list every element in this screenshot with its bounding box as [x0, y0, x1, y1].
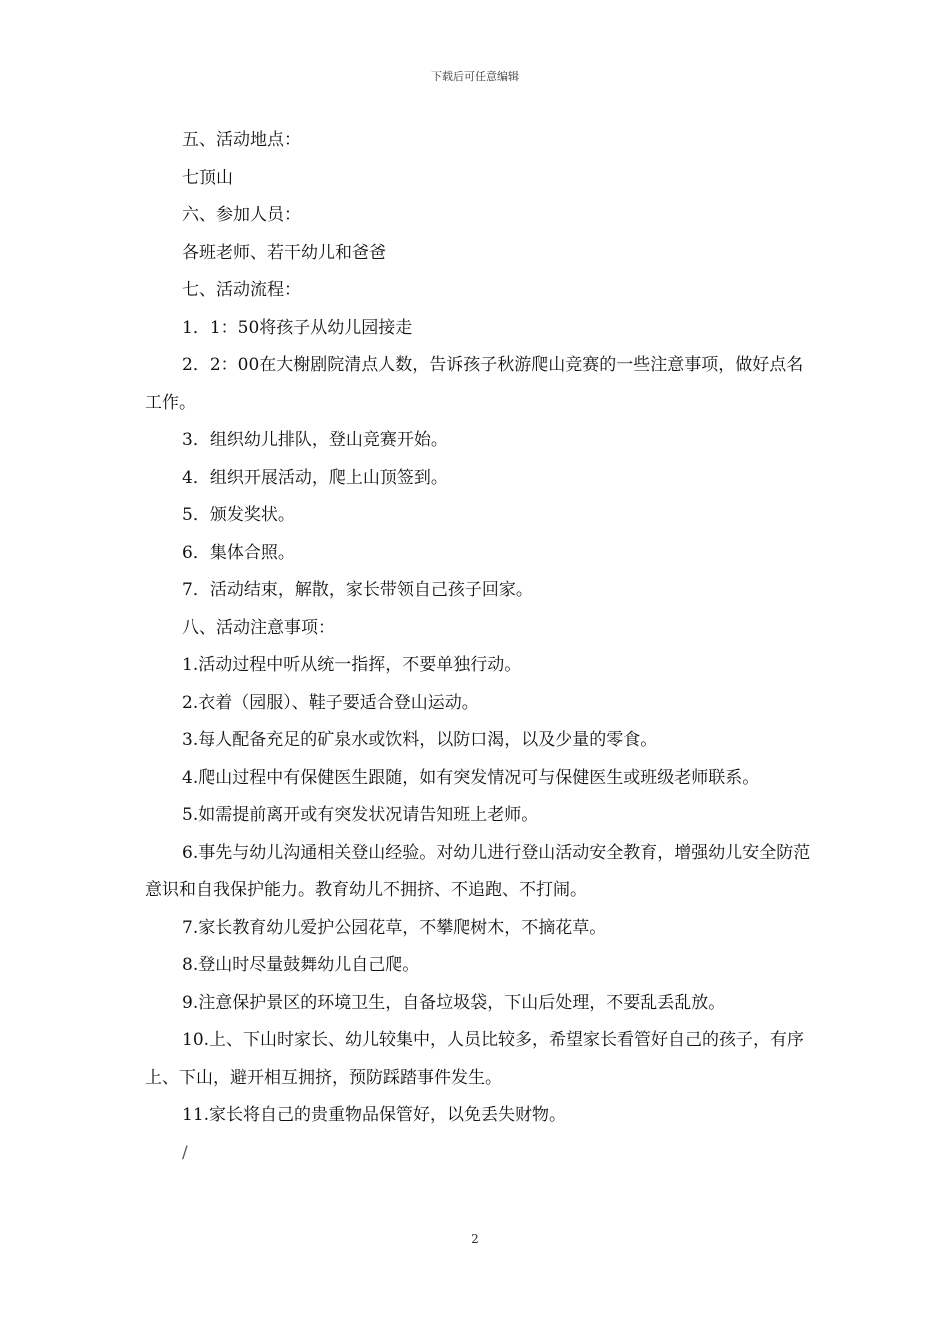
section-heading-location: 五、活动地点：	[182, 130, 301, 150]
note-item: 7.家长教育幼儿爱护公园花草，不攀爬树木，不摘花草。	[182, 917, 607, 938]
note-item: 4.爬山过程中有保健医生跟随，如有突发情况可与保健医生或班级老师联系。	[182, 767, 760, 788]
section-heading-process: 七、活动流程：	[182, 280, 301, 300]
note-item: 8.登山时尽量鼓舞幼儿自己爬。	[182, 955, 420, 975]
process-step: 4．组织开展活动，爬上山顶签到。	[182, 467, 448, 488]
process-step: 3．组织幼儿排队，登山竞赛开始。	[182, 430, 448, 450]
note-item: 3.每人配备充足的矿泉水或饮料，以防口渴，以及少量的零食。	[182, 730, 658, 750]
trailing-mark: /	[182, 1142, 188, 1163]
process-step: 6．集体合照。	[182, 542, 295, 563]
participants-text: 各班老师、若干幼儿和爸爸	[182, 242, 386, 263]
process-step: 2．2：00在大榭剧院清点人数，告诉孩子秋游爬山竞赛的一些注意事项，做好点名工作。	[145, 355, 804, 413]
section-heading-participants: 六、参加人员：	[182, 205, 301, 225]
note-item: 10.上、下山时家长、幼儿较集中，人员比较多，希望家长看管好自己的孩子，有序上、下山，避开相互拥挤，预防踩踏事件发生。	[145, 1030, 805, 1088]
note-item: 9.注意保护景区的环境卫生，自备垃圾袋，下山后处理，不要乱丢乱放。	[182, 992, 726, 1013]
section-heading-notes: 八、活动注意事项：	[182, 617, 335, 638]
note-item: 1.活动过程中听从统一指挥，不要单独行动。	[182, 655, 522, 675]
header-note: 下载后可任意编辑	[431, 70, 519, 83]
note-item: 5.如需提前离开或有突发状况请告知班上老师。	[182, 805, 539, 825]
process-step: 7．活动结束，解散，家长带领自己孩子回家。	[182, 580, 533, 600]
document-body	[145, 122, 813, 1172]
note-item: 6.事先与幼儿沟通相关登山经验。对幼儿进行登山活动安全教育，增强幼儿安全防范意识和自我保护能力。教育幼儿不拥挤、不追跑、不打闹。	[145, 842, 811, 900]
location-text: 七顶山	[182, 167, 233, 188]
process-step: 5．颁发奖状。	[182, 505, 295, 525]
note-item: 11.家长将自己的贵重物品保管好，以免丢失财物。	[182, 1105, 567, 1125]
page-number: 2	[471, 1232, 479, 1246]
note-item: 2.衣着（园服）、鞋子要适合登山运动。	[182, 692, 479, 713]
process-step: 1．1：50将孩子从幼儿园接走	[182, 317, 413, 338]
